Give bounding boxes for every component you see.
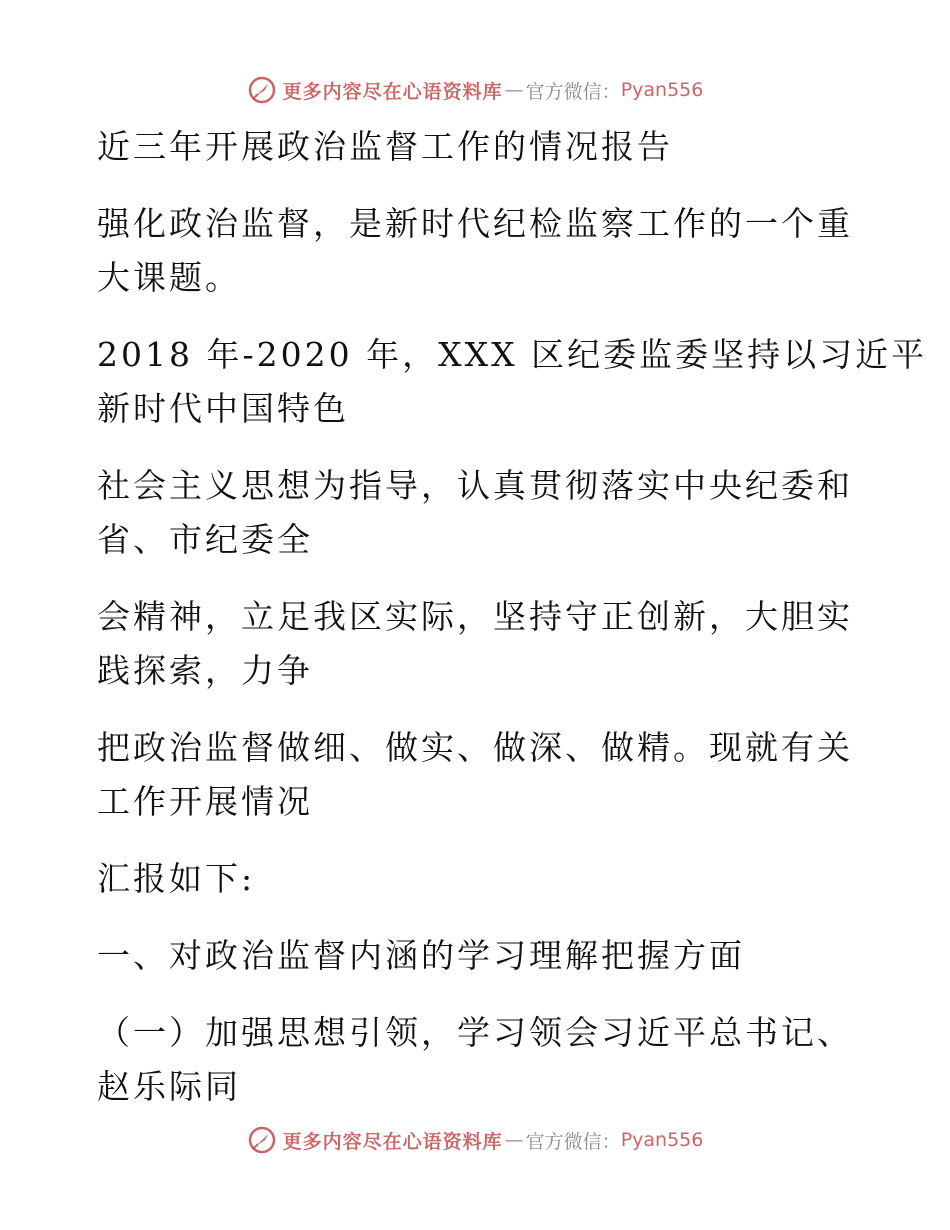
paragraph [97,197,857,305]
text-line: 践探索，力争 [97,651,313,690]
text-line: 赵乐际同 [97,1067,241,1106]
text-line: 工作开展情况 [97,782,313,821]
watermark-text: 更多内容尽在心语资料库 [282,80,503,103]
watermark-separator: — [504,1129,524,1151]
document-title [97,120,857,174]
paragraph [97,929,857,983]
footer-watermark [0,1120,950,1160]
document-body [97,120,928,1114]
text-line: 会精神，立足我区实际，坚持守正创新，大胆实 [97,597,853,636]
watermark-text: 更多内容尽在心语资料库 [282,1130,503,1153]
text-line: 大课题。 [97,258,241,297]
paragraph [97,328,928,436]
watermark-separator: — [504,79,524,101]
watermark-label: 官方微信： [525,80,621,103]
paragraph [97,1006,857,1114]
text-line: 社会主义思想为指导，认真贯彻落实中央纪委和 [97,466,853,505]
paragraph [97,721,857,829]
text-line: 把政治监督做细、做实、做深、做精。现就有关 [97,728,853,767]
quill-logo-icon [247,75,277,105]
quill-logo-icon [247,1125,277,1155]
watermark-label: 官方微信： [525,1130,621,1153]
header-watermark [0,70,950,110]
text-line: （一）加强思想引领，学习领会习近平总书记、 [97,1013,853,1052]
text-line: 汇报如下: [97,859,256,898]
paragraph [97,852,857,906]
watermark-handle: Pyan556 [620,79,704,101]
paragraph [97,459,857,567]
text-line: 2018 年-2020 年，XXX 区纪委监委坚持以习近平 [97,335,928,374]
text-line: 一、对政治监督内涵的学习理解把握方面 [97,936,745,975]
text-line: 新时代中国特色 [97,389,349,428]
text-line: 近三年开展政治监督工作的情况报告 [97,127,673,166]
watermark-handle: Pyan556 [620,1129,704,1151]
text-line: 省、市纪委全 [97,520,313,559]
text-line: 强化政治监督，是新时代纪检监察工作的一个重 [97,204,853,243]
paragraph [97,590,857,698]
